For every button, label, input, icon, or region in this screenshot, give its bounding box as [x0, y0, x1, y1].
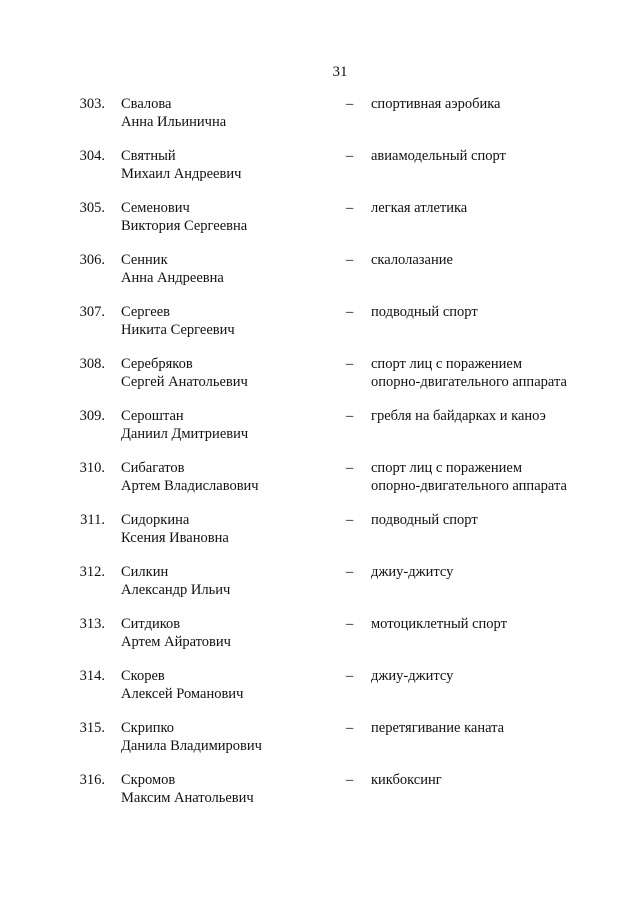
entry-number: 309. [79, 408, 105, 424]
sport [371, 564, 453, 582]
dash-separator: – [346, 616, 354, 632]
list-item [0, 564, 640, 616]
list-item [0, 772, 640, 824]
sport-line-1: гребля на байдарках и каноэ [371, 408, 546, 424]
entry-number: 312. [79, 564, 105, 580]
sport [371, 772, 442, 790]
given-names: Максим Анатольевич [121, 789, 254, 806]
list-item [0, 148, 640, 200]
list-item [0, 616, 640, 668]
surname: Сергеев [121, 304, 171, 320]
sport-line-1: спорт лиц с поражением [371, 356, 522, 372]
sport [371, 252, 453, 270]
given-names: Артем Айратович [121, 633, 231, 650]
list-item [0, 356, 640, 408]
person-name [121, 460, 259, 495]
surname: Святный [121, 148, 176, 164]
surname: Силкин [121, 564, 169, 580]
sport-line-1: кикбоксинг [371, 772, 442, 788]
person-name [121, 96, 226, 131]
person-name [121, 564, 230, 599]
entry-number: 313. [79, 616, 105, 632]
sport [371, 616, 507, 634]
surname: Свалова [121, 96, 172, 112]
list-item [0, 408, 640, 460]
sport [371, 148, 506, 166]
person-name [121, 720, 262, 755]
list-item [0, 252, 640, 304]
person-name [121, 668, 243, 703]
surname: Ситдиков [121, 616, 181, 632]
person-name [121, 148, 241, 183]
list-item [0, 512, 640, 564]
entry-number: 306. [79, 252, 105, 268]
dash-separator: – [346, 772, 354, 788]
sport-line-2: опорно-двигательного аппарата [371, 373, 567, 390]
given-names: Даниил Дмитриевич [121, 425, 249, 442]
given-names: Виктория Сергеевна [121, 217, 248, 234]
person-name [121, 304, 235, 339]
sport [371, 720, 504, 738]
surname: Сероштан [121, 408, 184, 424]
person-name [121, 512, 229, 547]
sport-line-1: подводный спорт [371, 512, 478, 528]
surname: Семенович [121, 200, 190, 216]
dash-separator: – [346, 564, 354, 580]
dash-separator: – [346, 460, 354, 476]
surname: Сенник [121, 252, 168, 268]
entry-number: 315. [79, 720, 105, 736]
list-item [0, 200, 640, 252]
dash-separator: – [346, 96, 354, 112]
sport [371, 408, 546, 426]
surname: Скромов [121, 772, 176, 788]
entry-number: 314. [79, 668, 105, 684]
person-name [121, 200, 247, 235]
sport-line-1: легкая атлетика [371, 200, 468, 216]
given-names: Никита Сергеевич [121, 321, 235, 338]
list-item [0, 304, 640, 356]
sport [371, 200, 467, 218]
person-name [121, 252, 224, 287]
entry-number: 303. [79, 96, 105, 112]
surname: Скрипко [121, 720, 175, 736]
dash-separator: – [346, 408, 354, 424]
entry-number: 316. [79, 772, 105, 788]
given-names: Алексей Романович [121, 685, 244, 702]
person-name [121, 356, 248, 391]
sport-line-1: скалолазание [371, 252, 453, 268]
sport-line-1: спорт лиц с поражением [371, 460, 522, 476]
given-names: Анна Ильинична [121, 113, 227, 130]
sport [371, 668, 453, 686]
person-name [121, 772, 254, 807]
entry-number: 311. [80, 512, 105, 528]
given-names: Ксения Ивановна [121, 529, 229, 546]
dash-separator: – [346, 356, 354, 372]
sport-line-1: перетягивание каната [371, 720, 505, 736]
dash-separator: – [346, 304, 354, 320]
sport [371, 304, 478, 322]
dash-separator: – [346, 200, 354, 216]
entry-number: 310. [79, 460, 105, 476]
entry-list [0, 96, 640, 824]
dash-separator: – [346, 252, 354, 268]
surname: Скорев [121, 668, 165, 684]
dash-separator: – [346, 512, 354, 528]
sport-line-1: спортивная аэробика [371, 96, 501, 112]
entry-number: 307. [79, 304, 105, 320]
sport-line-1: авиамодельный спорт [371, 148, 506, 164]
sport-line-1: джиу-джитсу [371, 564, 454, 580]
sport [371, 96, 501, 114]
given-names: Сергей Анатольевич [121, 373, 248, 390]
list-item [0, 668, 640, 720]
given-names: Анна Андреевна [121, 269, 224, 286]
sport-line-1: джиу-джитсу [371, 668, 454, 684]
person-name [121, 408, 248, 443]
given-names: Данила Владимирович [121, 737, 262, 754]
dash-separator: – [346, 720, 354, 736]
person-name [121, 616, 231, 651]
surname: Серебряков [121, 356, 193, 372]
sport [371, 512, 478, 530]
sport-line-1: мотоциклетный спорт [371, 616, 507, 632]
given-names: Александр Ильич [121, 581, 231, 598]
list-item [0, 96, 640, 148]
list-item [0, 720, 640, 772]
dash-separator: – [346, 668, 354, 684]
entry-number: 308. [79, 356, 105, 372]
given-names: Михаил Андреевич [121, 165, 242, 182]
page-number: 31 [332, 64, 348, 80]
sport [371, 460, 567, 495]
sport-line-2: опорно-двигательного аппарата [371, 477, 567, 494]
entry-number: 305. [79, 200, 105, 216]
surname: Сидоркина [121, 512, 190, 528]
sport-line-1: подводный спорт [371, 304, 478, 320]
sport [371, 356, 567, 391]
dash-separator: – [346, 148, 354, 164]
entry-number: 304. [79, 148, 105, 164]
given-names: Артем Владиславович [121, 477, 259, 494]
list-item [0, 460, 640, 512]
surname: Сибагатов [121, 460, 185, 476]
